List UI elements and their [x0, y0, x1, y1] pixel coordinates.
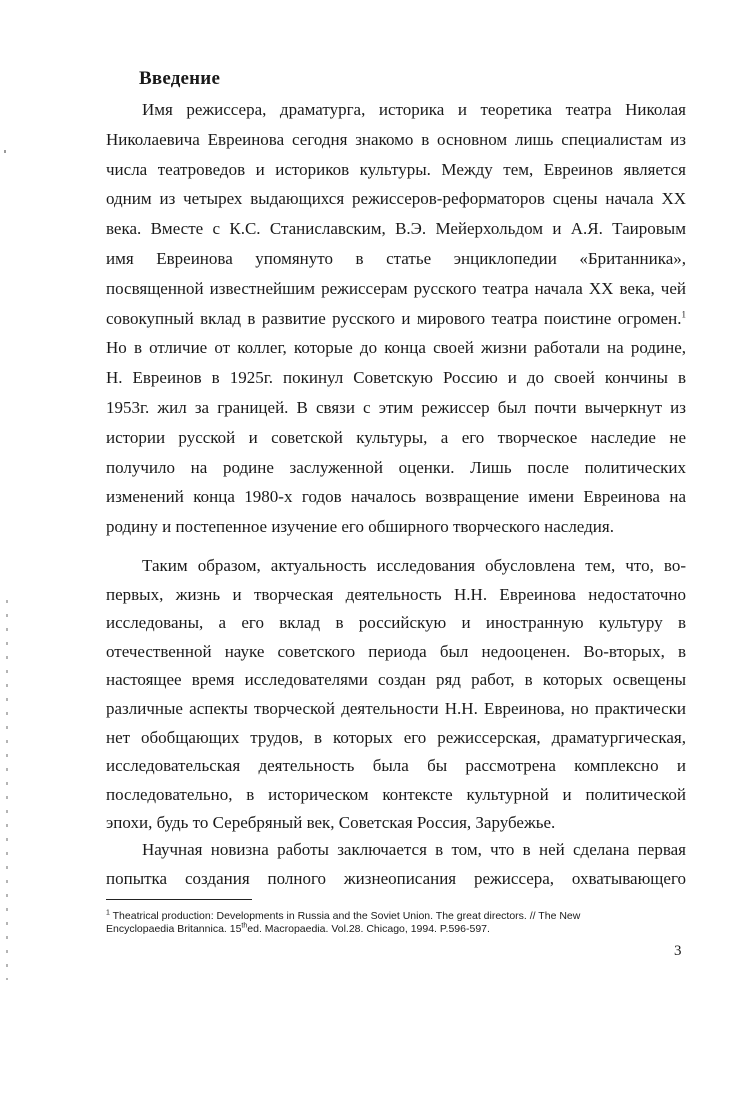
paragraph-2-line: последовательно, в историческом контексте культурной и политической: [106, 784, 686, 804]
scan-artifact: [4, 150, 6, 153]
paragraph-1-line-with-footnote: [106, 309, 686, 329]
footnote-marker: 1: [106, 909, 110, 917]
footnote-text: Theatrical production: Developments in Russia and the Soviet Union. The great directors. // The New: [112, 910, 581, 922]
paragraph-1-line: родину и постепенное изучение его обширного творческого наследия.: [106, 517, 614, 537]
paragraph-1-line: изменений конца 1980-х годов началось возвращение имени Евреинова на: [106, 487, 686, 507]
section-heading: Введение: [139, 68, 221, 89]
paragraph-1-line-text: совокупный вклад в развитие русского и мирового театра поистине огромен.: [106, 308, 682, 328]
paragraph-3-line: Научная новизна работы заключается в том, что в ней сделана первая: [142, 840, 686, 859]
paragraph-1-line: имя Евреинова упомянуто в статье энциклопедии «Британника»,: [106, 249, 686, 268]
paragraph-1-line: Николаевича Евреинова сегодня знакомо в основном лишь специалистам из: [106, 129, 686, 149]
paragraph-1-line: одним из четырех выдающихся режиссеров-реформаторов сцены начала XX: [106, 189, 686, 209]
footnote-text: ed. Macropaedia. Vol.28. Chicago, 1994. P.596-597.: [247, 923, 490, 935]
paragraph-1-line: числа театроведов и историков культуры. Между тем, Евреинов является: [106, 159, 686, 179]
paragraph-2-line: различные аспекты творческой деятельности Н.Н. Евреинова, но практически: [106, 699, 686, 718]
footnote-line: [106, 910, 686, 923]
scan-artifact: [6, 600, 8, 980]
paragraph-2-line: первых, жизнь и творческая деятельность Н.Н. Евреинова недостаточно: [106, 584, 686, 604]
paragraph-1-line: получило на родине заслуженной оценки. Лишь после политических: [106, 457, 686, 477]
page-number: 3: [674, 943, 682, 959]
paragraph-2-line: отечественной науке советского периода был недооценен. Во-вторых, в: [106, 641, 686, 661]
paragraph-1-line: Н. Евреинов в 1925г. покинул Советскую Россию и до своей кончины в: [106, 368, 686, 388]
paragraph-1-line: посвященной известнейшим режиссерам русского театра начала XX века, чей: [106, 278, 686, 298]
paragraph-2-line: эпохи, будь то Серебряный век, Советская Россия, Зарубежье.: [106, 813, 556, 833]
footnote-ordinal: th: [241, 922, 248, 930]
footnote-line: [106, 923, 686, 936]
paragraph-1-line: Но в отличие от коллег, которые до конца своей жизни работали на родине,: [106, 338, 686, 358]
paragraph-1-line: 1953г. жил за границей. В связи с этим режиссер был почти вычеркнут из: [106, 398, 686, 417]
paragraph-1-line: истории русской и советской культуры, а его творческое наследие не: [106, 427, 686, 447]
paragraph-2-line: исследовательская деятельность была бы рассмотрена комплексно и: [106, 756, 686, 776]
footnote-separator: [106, 899, 252, 900]
paragraph-1-line: века. Вместе с К.С. Станиславским, В.Э. Мейерхольдом и А.Я. Таировым: [106, 219, 686, 239]
paragraph-2-line: настоящее время исследователями создан ряд работ, в которых освещены: [106, 670, 686, 690]
paragraph-2-line: нет обобщающих трудов, в которых его режиссерская, драматургическая,: [106, 727, 686, 747]
paragraph-2-line: Таким образом, актуальность исследования обусловлена тем, что, во-: [142, 556, 686, 575]
footnote-reference: 1: [681, 308, 686, 319]
paragraph-1-line: Имя режиссера, драматурга, историка и теоретика театра Николая: [142, 100, 686, 119]
footnote-text: Encyclopaedia Britannica. 15: [106, 923, 242, 935]
paragraph-3-line: попытка создания полного жизнеописания режиссера, охватывающего: [106, 869, 686, 888]
paragraph-2-line: исследованы, а его вклад в российскую и иностранную культуру в: [106, 613, 686, 633]
